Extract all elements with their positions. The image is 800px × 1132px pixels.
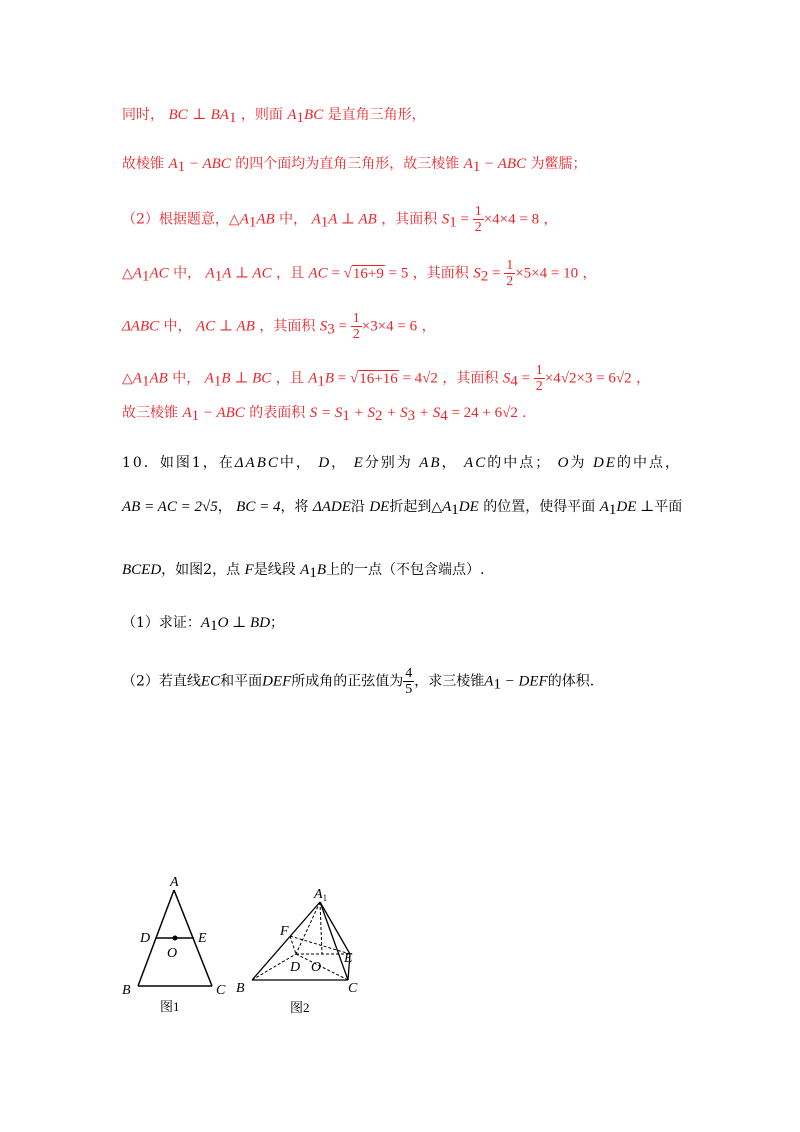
fraction-one-half: $\frac{1}{2}$ xyxy=(352,311,360,342)
label-c: C xyxy=(216,983,226,998)
point-o xyxy=(173,936,178,941)
label-d: D xyxy=(140,931,151,946)
label-b: B xyxy=(122,983,131,998)
label-d: D xyxy=(290,960,301,975)
solution-line-4: $\triangle A_1AC$ 中， $A_1A$ ⊥ AC ，且 AC = √16+9 = 5 ，其面积 $S_2$ = $\frac{1}{2}$ ×5×4 = 10 ， xyxy=(122,258,597,289)
edge-a1-o xyxy=(320,902,322,954)
label-o: O xyxy=(167,946,178,961)
label-a: A xyxy=(170,875,179,890)
edge-f-d xyxy=(290,936,296,954)
question-10-line-1: 10．如图1，在ΔABC中， D， E分别为 AB， AC的中点； O为 DE的中点， xyxy=(122,455,681,471)
figure-2-caption: 图2 xyxy=(290,1000,310,1015)
label-b: B xyxy=(236,981,245,996)
solution-line-1: 同时， BC ⊥ $BA_1$ ，则面 $A_1BC$ 是直角三角形， xyxy=(122,107,426,126)
figure-1-triangle xyxy=(110,870,240,1020)
figure-1-caption: 图1 xyxy=(160,999,180,1014)
label-c: C xyxy=(348,981,358,996)
label-a1: $A_1$ xyxy=(314,887,328,903)
solution-line-3: （2）根据题意，$\triangle A_1AB$ 中， $A_1A$ ⊥ AB ，其面积 $S_1$ = $\frac{1}{2}$ ×4×4 = 8 ， xyxy=(122,204,558,235)
figure-2-pyramid xyxy=(230,880,370,1020)
label-e: E xyxy=(198,931,207,946)
solution-line-7: 故三棱锥 $A_1$ − ABC 的表面积 $S = S_1 + S_2 + S_3 + S_4 = 24 + 6√2$ . xyxy=(122,405,527,424)
question-10-line-2: AB = AC = 2√5， BC = 4，将 ΔADE沿 DE折起到$\triangle A_1DE$ 的位置，使得平面 $A_1DE$ ⊥平面 xyxy=(122,499,683,518)
solution-line-5: ΔABC 中， AC ⊥ AB ，其面积 $S_3$ = $\frac{1}{2}$ ×3×4 = 6 ， xyxy=(122,311,436,342)
fraction-one-half: $\frac{1}{2}$ xyxy=(474,204,482,235)
edge-a1-b xyxy=(252,902,320,980)
label-f: F xyxy=(280,924,289,939)
question-10-part-2: （2）若直线EC和平面DEF所成角的正弦值为 $\frac{4}{5}$ ，求三棱锥$A_1$ − DEF的体积. xyxy=(122,666,595,697)
fraction-one-half: $\frac{1}{2}$ xyxy=(535,363,543,394)
fraction-four-fifths: $\frac{4}{5}$ xyxy=(405,666,413,697)
solution-line-6: $\triangle A_1AB$ 中， $A_1B$ ⊥ BC ，且 $A_1B = √16+16 = 4√2$ ，其面积 $S_4$ = $\frac{1}{2}$ ×4√2×3 = 6√2 ， xyxy=(122,363,651,394)
question-10-part-1: （1）求证：$A_1O$ ⊥ BD； xyxy=(122,615,285,634)
edge-a1-d xyxy=(296,902,320,954)
label-o: O xyxy=(311,960,322,975)
solution-line-2: 故棱锥 $A_1$ − ABC 的四个面均为直角三角形，故三棱锥 $A_1$ − ABC 为鳖臑； xyxy=(122,156,587,175)
fraction-one-half: $\frac{1}{2}$ xyxy=(506,258,514,289)
label-e: E xyxy=(344,951,353,966)
question-10-line-3: BCED，如图2，点 F是线段 $A_1B$上的一点（不包含端点）. xyxy=(122,562,485,581)
